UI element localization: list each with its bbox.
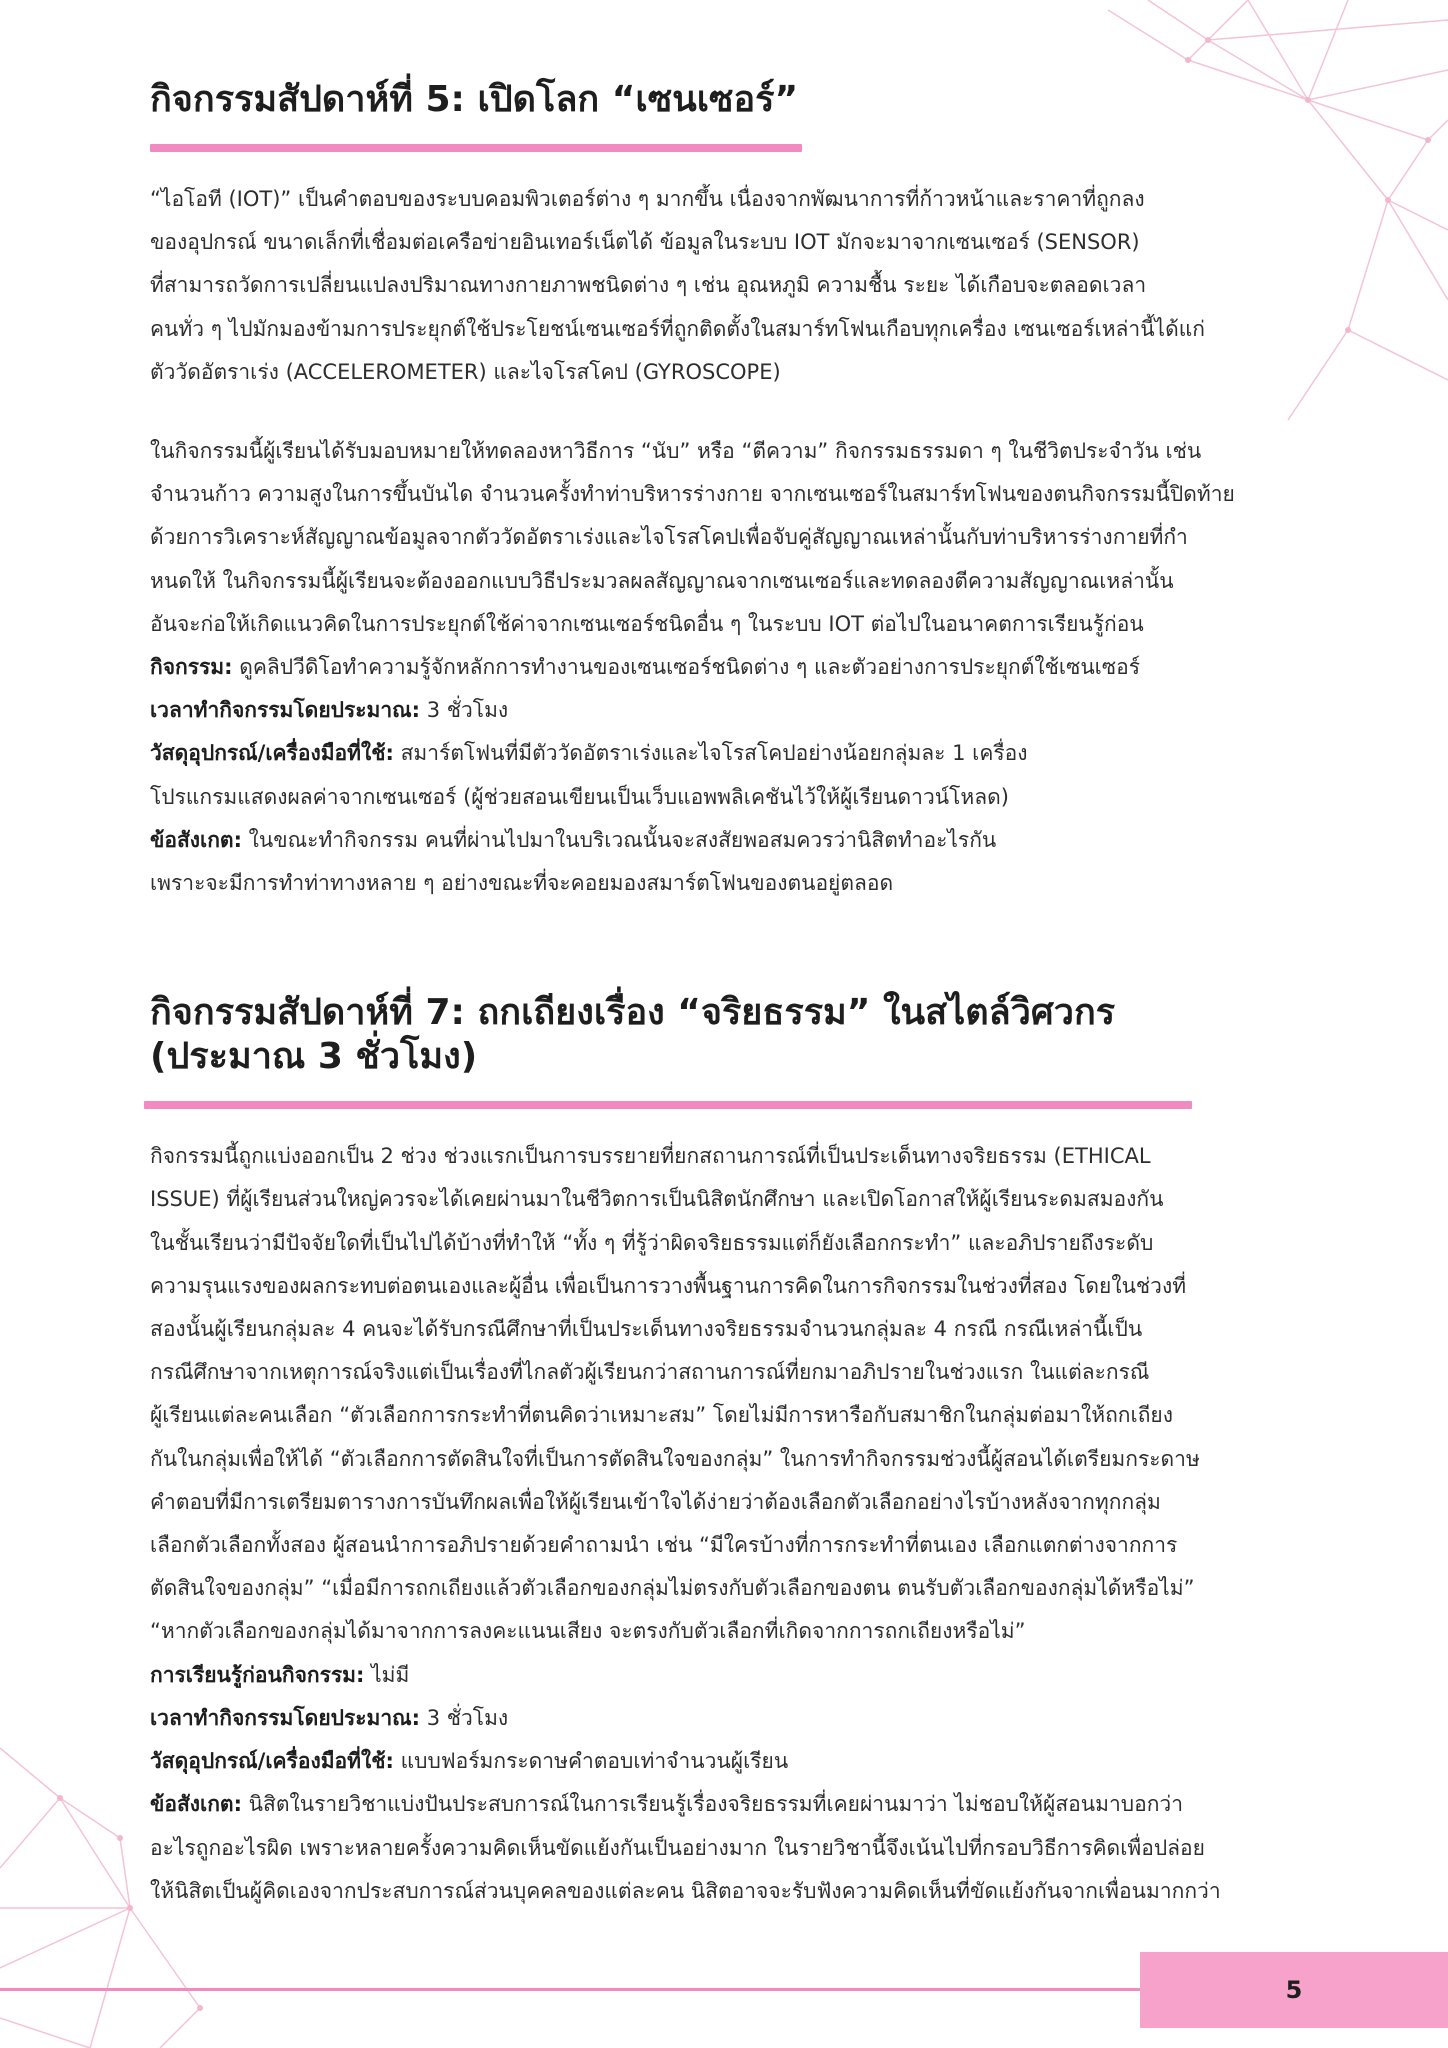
heading-underline bbox=[150, 144, 802, 152]
prereq-label: การเรียนรู้ก่อนกิจกรรม: bbox=[150, 1662, 365, 1687]
footer-rule bbox=[0, 1988, 1140, 1991]
section-heading-week-7: กิจกรรมสัปดาห์ที่ 7: ถกเถียงเรื่อง “จริยธรรม” ในสไตล์วิศวกร (ประมาณ 3 ชั่วโมง) bbox=[150, 992, 1116, 1078]
materials-line bbox=[150, 1740, 1350, 1783]
section-1-paragraph-2: ในกิจกรรมนี้ผู้เรียนได้รับมอบหมายให้ทดลองหาวิธีการ “นับ” หรือ “ตีความ” กิจกรรมธรรมดา ๆ ในชีวิตประจำวัน เช่น จำนวนก้าว ความสูงในการขึ้นบันได จำนวนครั้งทำท่าบริหารร่างกาย จากเซนเซอร์ในสมาร์ทโฟนของตนกิจกรรมนี้ปิดท้าย ด้วยการวิเคราะห์สัญญาณข้อมูลจากตัววัดอัตราเร่งและไจโรสโคปเพื่อจับคู่สัญญาณเหล่านั้นกับท่าบริหารร่างกายที่กำ หนดให้ ในกิจกรรมนี้ผู้เรียนจะต้องออกแบบวิธีประมวลผลสัญญาณจากเซนเซอร์และทดลองตีความสัญญาณเหล่านั้น อันจะก่อให้เกิดแนวคิดในการประยุกต์ใช้ค่าจากเซนเซอร์ชนิดอื่น ๆ ในระบบ IOT ต่อไปในอนาคตการเรียนรู้ก่อน bbox=[150, 439, 1235, 636]
time-line bbox=[150, 1697, 1350, 1740]
notes-line bbox=[150, 1783, 1350, 1913]
time-text: 3 ชั่วโมง bbox=[420, 698, 509, 723]
page-content bbox=[150, 78, 1350, 1913]
materials-text: แบบฟอร์มกระดาษคำตอบเท่าจำนวนผู้เรียน bbox=[393, 1749, 789, 1774]
activity-line bbox=[150, 646, 1350, 689]
activity-label: กิจกรรม: bbox=[150, 655, 233, 680]
time-label: เวลาทำกิจกรรมโดยประมาณ: bbox=[150, 698, 421, 723]
time-text: 3 ชั่วโมง bbox=[420, 1705, 509, 1730]
section-1-paragraph-1: “ไอโอที (IOT)” เป็นคำตอบของระบบคอมพิวเตอร์ต่าง ๆ มากขึ้น เนื่องจากพัฒนาการที่ก้าวหน้าและราคาที่ถูกลง ของอุปกรณ์ ขนาดเล็กที่เชื่อมต่อเครือข่ายอินเทอร์เน็ตได้ ข้อมูลในระบบ IOT มักจะมาจากเซนเซอร์ (SENSOR) ที่สามารถวัดการเปลี่ยนแปลงปริมาณทางกายภาพชนิดต่าง ๆ เช่น อุณหภูมิ ความชื้น ระยะ ได้เกือบจะตลอดเวลา คนทั่ว ๆ ไปมักมองข้ามการประยุกต์ใช้ประโยชน์เซนเซอร์ที่ถูกติดตั้งในสมาร์ทโฟนเกือบทุกเครื่อง เซนเซอร์เหล่านี้ได้แก่ ตัววัดอัตราเร่ง (ACCELEROMETER) และไจโรสโคป (GYROSCOPE) bbox=[150, 187, 1206, 384]
page-number-box bbox=[1140, 1952, 1448, 2028]
notes-line bbox=[150, 819, 1350, 905]
time-line bbox=[150, 689, 1350, 732]
page-number: 5 bbox=[1285, 1976, 1303, 2004]
heading-underline bbox=[144, 1101, 1192, 1109]
section-heading-week-5: กิจกรรมสัปดาห์ที่ 5: เปิดโลก “เซนเซอร์” bbox=[150, 79, 799, 120]
materials-text: สมาร์ตโฟนที่มีตัววัดอัตราเร่งและไจโรสโคปอย่างน้อยกลุ่มละ 1 เครื่อง โปรแกรมแสดงผลค่าจากเซนเซอร์ (ผู้ช่วยสอนเขียนเป็นเว็บแอพพลิเคชันไว้ให้ผู้เรียนดาวน์โหลด) bbox=[150, 741, 1028, 809]
materials-label: วัสดุอุปกรณ์/เครื่องมือที่ใช้: bbox=[150, 741, 394, 766]
notes-text: นิสิตในรายวิชาแบ่งปันประสบการณ์ในการเรียนรู้เรื่องจริยธรรมที่เคยผ่านมาว่า ไม่ชอบให้ผู้สอนมาบอกว่า อะไรถูกอะไรผิด เพราะหลายครั้งความคิดเห็นขัดแย้งกันเป็นอย่างมาก ในรายวิชานี้จึงเน้นไปที่กรอบวิธีการคิดเพื่อปล่อย ให้นิสิตเป็นผู้คิดเองจากประสบการณ์ส่วนบุคคลของแต่ละคน นิสิตอาจจะรับฟังความคิดเห็นที่ขัดแย้งกันจากเพื่อนมากกว่า bbox=[150, 1792, 1221, 1903]
materials-label: วัสดุอุปกรณ์/เครื่องมือที่ใช้: bbox=[150, 1749, 394, 1774]
activity-text: ดูคลิปวีดิโอทำความรู้จักหลักการทำงานของเซนเซอร์ชนิดต่าง ๆ และตัวอย่างการประยุกต์ใช้เซนเซอร์ bbox=[232, 655, 1140, 680]
notes-text: ในขณะทำกิจกรรม คนที่ผ่านไปมาในบริเวณนั้นจะสงสัยพอสมควรว่านิสิตทำอะไรกัน เพราะจะมีการทำท่าทางหลาย ๆ อย่างขณะที่จะคอยมองสมาร์ตโฟนของตนอยู่ตลอด bbox=[150, 827, 997, 896]
materials-line bbox=[150, 732, 1350, 818]
notes-label: ข้อสังเกต: bbox=[150, 1792, 242, 1817]
notes-label: ข้อสังเกต: bbox=[150, 827, 242, 852]
time-label: เวลาทำกิจกรรมโดยประมาณ: bbox=[150, 1705, 421, 1730]
prereq-line bbox=[150, 1654, 1350, 1697]
prereq-text: ไม่มี bbox=[364, 1662, 410, 1687]
section-2-paragraph: กิจกรรมนี้ถูกแบ่งออกเป็น 2 ช่วง ช่วงแรกเป็นการบรรยายที่ยกสถานการณ์ที่เป็นประเด็นทางจริยธรรม (ETHICAL ISSUE) ที่ผู้เรียนส่วนใหญ่ควรจะได้เคยผ่านมาในชีวิตการเป็นนิสิตนักศึกษา และเปิดโอกาสให้ผู้เรียนระดมสมองกัน ในชั้นเรียนว่ามีปัจจัยใดที่เป็นไปได้บ้างที่ทำให้ “ทั้ง ๆ ที่รู้ว่าผิดจริยธรรมแต่ก็ยังเลือกกระทำ” และอภิปรายถึงระดับ ความรุนแรงของผลกระทบต่อตนเองและผู้อื่น เพื่อเป็นการวางพื้นฐานการคิดในการกิจกรรมในช่วงที่สอง โดยในช่วงที่ สองนั้นผู้เรียนกลุ่มละ 4 คนจะได้รับกรณีศึกษาที่เป็นประเด็นทางจริยธรรมจำนวนกลุ่มละ 4 กรณี กรณีเหล่านี้เป็น กรณีศึกษาจากเหตุการณ์จริงแต่เป็นเรื่องที่ไกลตัวผู้เรียนกว่าสถานการณ์ที่ยกมาอภิปรายในช่วงแรก ในแต่ละกรณี ผู้เรียนแต่ละคนเลือก “ตัวเลือกการกระทำที่ตนคิดว่าเหมาะสม” โดยไม่มีการหารือกับสมาชิกในกลุ่มต่อมาให้ถกเถียง กันในกลุ่มเพื่อให้ได้ “ตัวเลือกการตัดสินใจที่เป็นการตัดสินใจของกลุ่ม” ในการทำกิจกรรมช่วงนี้ผู้สอนได้เตรียมกระดาษ คำตอบที่มีการเตรียมตารางการบันทึกผลเพื่อให้ผู้เรียนเข้าใจได้ง่ายว่าต้องเลือกตัวเลือกอย่างไรบ้างหลังจากทุกกลุ่ม เลือกตัวเลือกทั้งสอง ผู้สอนนำการอภิปรายด้วยคำถามนำ เช่น “มีใครบ้างที่การกระทำที่ตนเอง เลือกแตกต่างจากการ ตัดสินใจของกลุ่ม” “เมื่อมีการถกเถียงแล้วตัวเลือกของกลุ่มไม่ตรงกับตัวเลือกของตน ตนรับตัวเลือกของกลุ่มได้หรือไม่” “หากตัวเลือกของกลุ่มได้มาจากการลงคะแนนเสียง จะตรงกับตัวเลือกที่เกิดจากการถกเถียงหรือไม่” bbox=[150, 1144, 1200, 1644]
